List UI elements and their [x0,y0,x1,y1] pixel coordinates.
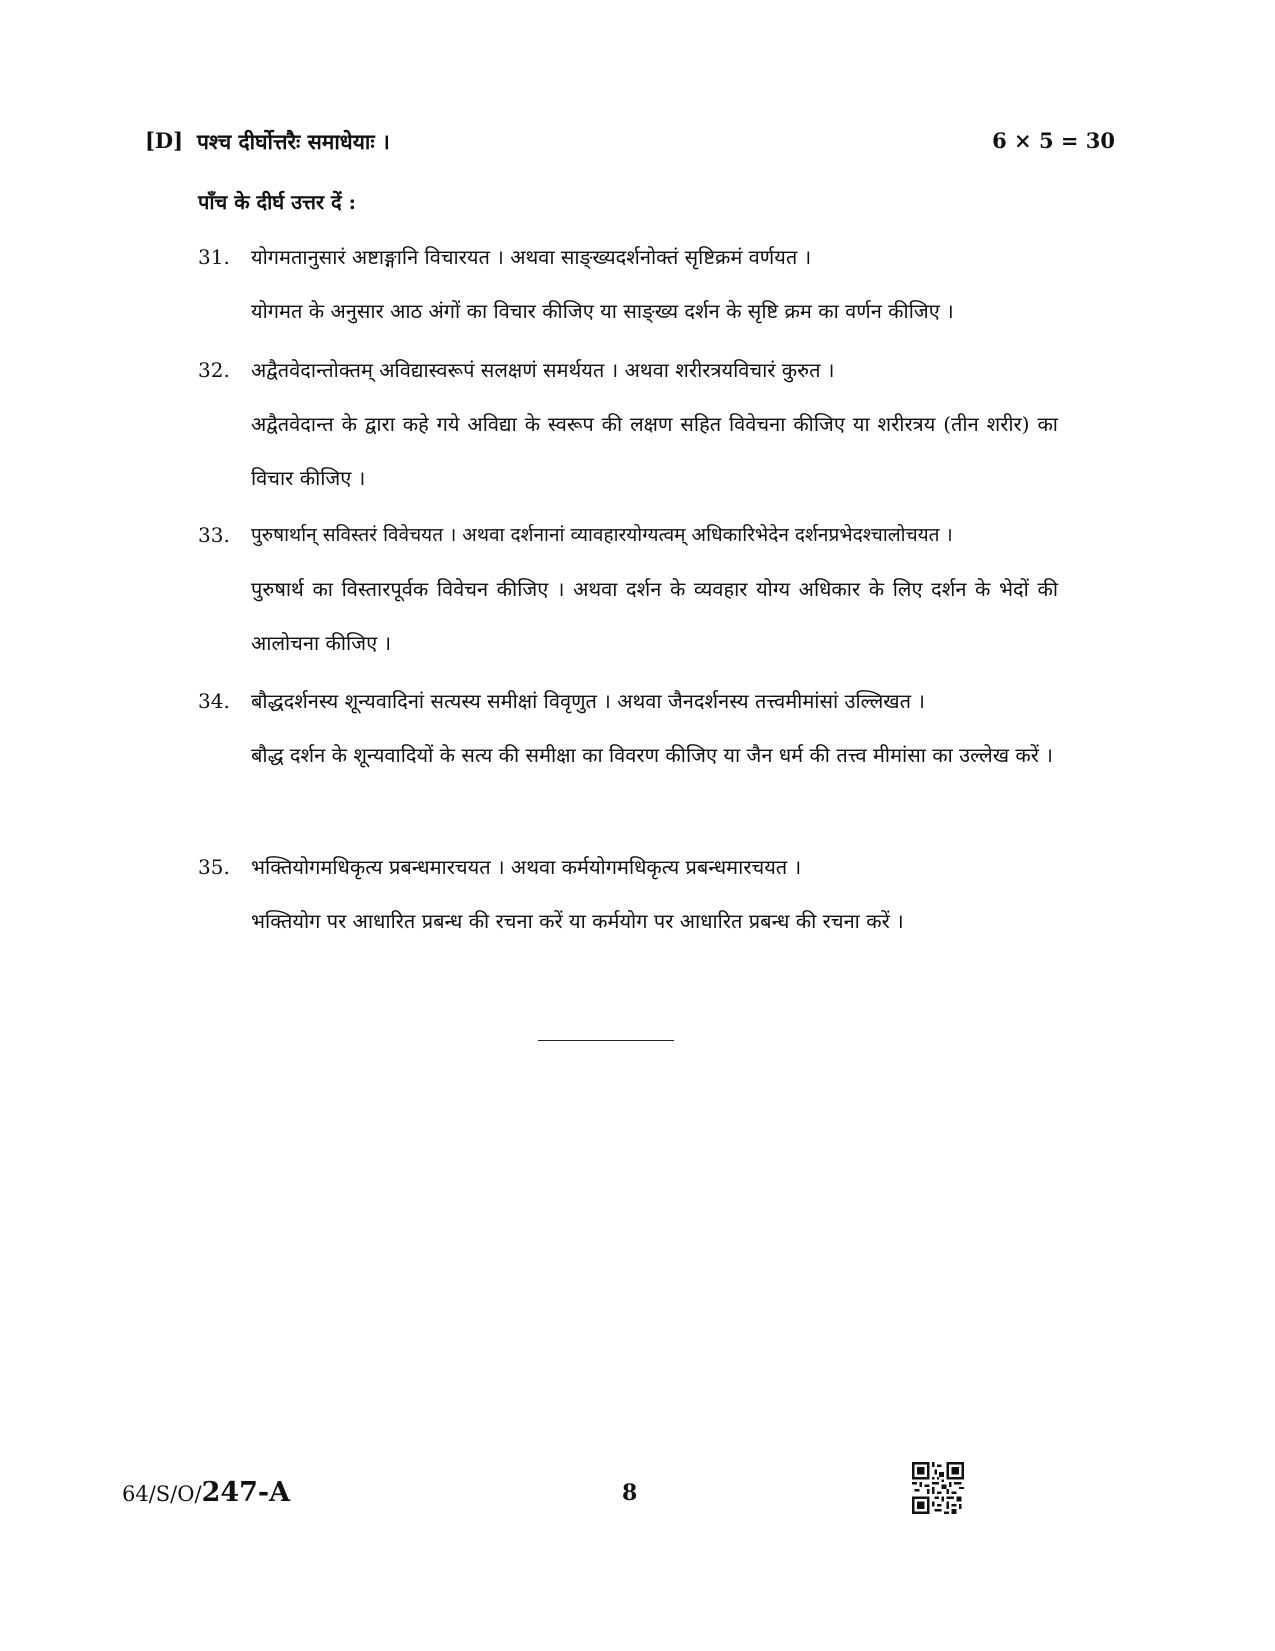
question-hindi: योगमत के अनुसार आठ अंगों का विचार कीजिए या साङ्ख्य दर्शन के सृष्टि क्रम का वर्णन कीजिए । [251,299,954,323]
question-hindi: अद्वैतवेदान्त के द्वारा कहे गये अविद्या के स्वरूप की लक्षण सहित विवेचना कीजिए या शरीरत्रय (तीन शरीर) का विचार कीजिए । [251,412,1058,490]
question-sanskrit: अद्वैतवेदान्तोक्तम् अविद्यास्वरूपं सलक्षणं समर्थयत । अथवा शरीरत्रयविचारं कुरुत । [251,358,835,382]
qr-code-icon [912,1462,964,1514]
paper-code-prefix: 64/S/O/ [122,1482,202,1506]
section-title: पश्च दीर्घोत्तरैः समाधेयाः । [197,129,390,154]
question-32 [198,343,1058,505]
question-33 [198,508,1058,670]
paper-code-main: 247-A [201,1477,291,1508]
section-instruction: पाँच के दीर्घ उत्तर दें : [198,190,356,214]
question-hindi: बौद्ध दर्शन के शून्यवादियों के सत्य की समीक्षा का विवरण कीजिए या जैन धर्म की तत्त्व मीमांसा का उल्लेख करें । [251,743,1053,767]
end-of-questions-rule [538,1040,674,1041]
question-number: 33. [198,523,230,547]
question-sanskrit: भक्तियोगमधिकृत्य प्रबन्धमारचयत । अथवा कर्मयोगमधिकृत्य प्रबन्धमारचयत । [251,855,802,879]
question-sanskrit: बौद्धदर्शनस्य शून्यवादिनां सत्यस्य समीक्षां विवृणुत । अथवा जैनदर्शनस्य तत्त्वमीमांसां उल्लिखत । [251,689,925,713]
section-header [145,128,1115,160]
question-hindi: भक्तियोग पर आधारित प्रबन्ध की रचना करें या कर्मयोग पर आधारित प्रबन्ध की रचना करें । [251,909,904,933]
section-letter: [D] [145,128,184,153]
question-number: 32. [198,358,230,382]
question-34 [198,674,1058,782]
question-sanskrit: पुरुषार्थान् सविस्तरं विवेचयत । अथवा दर्शनानां व्यावहारयोग्यत्वम् अधिकारिभेदेन दर्शनप्रभेदश्चालोचयत । [251,524,953,546]
question-sanskrit: योगमतानुसारं अष्टाङ्गानि विचारयत । अथवा साङ्ख्यदर्शनोक्तं सृष्टिक्रमं वर्णयत । [251,245,812,269]
question-number: 35. [198,855,230,879]
section-marks: 6 × 5 = 30 [992,128,1115,153]
question-35 [198,840,1058,948]
question-31 [198,230,1058,338]
question-hindi: पुरुषार्थ का विस्तारपूर्वक विवेचन कीजिए । अथवा दर्शन के व्यवहार योग्य अधिकार के लिए दर्शन के भेदों की आलोचना कीजिए । [251,577,1058,655]
question-number: 31. [198,245,230,269]
page-number: 8 [622,1480,638,1506]
question-number: 34. [198,689,230,713]
paper-code [122,1477,290,1508]
